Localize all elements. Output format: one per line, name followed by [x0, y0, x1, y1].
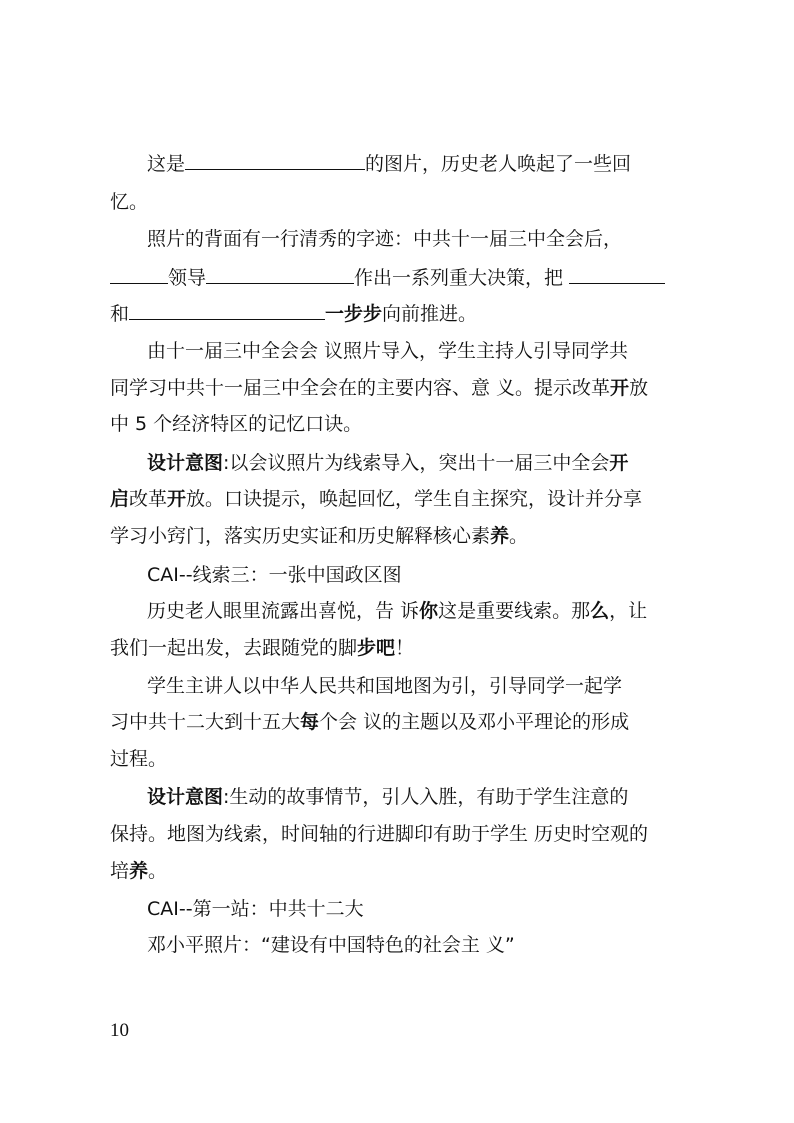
text: 的图片，历史老人唤起了一些回	[365, 153, 632, 175]
line-4	[110, 265, 665, 290]
text: 个会 议的主题以及邓小平理论的形成	[319, 711, 630, 733]
text: 中 5 个经济特区的记忆口诀。	[110, 413, 363, 435]
line-22	[147, 933, 515, 957]
text-bold: 么	[590, 600, 610, 622]
text: :以会议照片为线索导入，突出十一届三中全会	[223, 452, 610, 474]
line-11	[110, 524, 528, 548]
text: 学生主讲人以中华人民共和国地图为引，引导同学一起学	[147, 675, 623, 697]
text-bold: 开	[610, 377, 630, 399]
text-bold: 开	[609, 452, 629, 474]
text: 习中共十二大到十五大	[110, 711, 301, 733]
line-6	[147, 339, 628, 363]
text: ！	[395, 637, 415, 659]
page-number: 10	[110, 1020, 129, 1041]
line-9	[147, 451, 628, 475]
text-bold: 开	[167, 488, 187, 510]
text-bold: 启	[110, 488, 130, 510]
blank-2	[110, 265, 168, 284]
text: 领导	[168, 267, 207, 289]
line-14	[110, 636, 414, 660]
text: 这是	[147, 153, 186, 175]
text: 我们一起出发，去跟随党的脚	[110, 637, 358, 659]
text: 放	[629, 377, 649, 399]
text-bold: 养	[129, 860, 149, 882]
text: 学习小窍门，落实历史实证和历史解释核心素	[110, 525, 491, 547]
blank-1	[185, 151, 365, 170]
text: 这是重要线索。那	[438, 600, 591, 622]
text: 照片的背面有一行清秀的字迹：中共十一届三中全会后，	[147, 228, 623, 250]
line-7	[110, 376, 648, 400]
text: 作出一系列重大决策，把	[354, 267, 564, 289]
text: 改革	[129, 488, 168, 510]
text-bold: 每	[300, 711, 320, 733]
text: 忆。	[110, 191, 149, 213]
line-20	[110, 859, 167, 883]
line-8	[110, 412, 362, 436]
line-15	[147, 674, 622, 698]
design-intent-label: 设计意图	[147, 786, 224, 808]
text-bold: 养	[490, 525, 510, 547]
text-bold: 你	[419, 600, 439, 622]
text: 放。口诀提示，唤起回忆，学生自主探究，设计并分享	[186, 488, 643, 510]
text: 。	[509, 525, 529, 547]
line-12	[147, 563, 402, 587]
text-bold: 步吧	[357, 637, 396, 659]
text: CAI--第一站：中共十二大	[147, 898, 364, 920]
text: :生动的故事情节，引人入胜，有助于学生注意的	[223, 786, 629, 808]
text: 历史老人眼里流露出喜悦，告 诉	[147, 600, 420, 622]
line-16	[110, 710, 629, 734]
line-5	[110, 301, 477, 326]
text: 和	[110, 303, 130, 325]
line-1	[147, 151, 631, 176]
line-21	[147, 897, 364, 921]
text-bold: 一步步	[325, 303, 383, 325]
text: 培	[110, 860, 130, 882]
text: 由十一届三中全会会 议照片导入，学生主持人引导同学共	[147, 340, 629, 362]
blank-5	[129, 301, 325, 320]
line-18	[147, 785, 628, 809]
line-2	[110, 190, 148, 214]
line-17	[110, 747, 167, 771]
text: 保持。地图为线索，时间轴的行进脚印有助于学生 历史时空观的	[110, 823, 649, 845]
text: 。	[148, 860, 168, 882]
text: 过程。	[110, 748, 168, 770]
line-10	[110, 487, 642, 511]
blank-4	[569, 265, 665, 284]
text: 向前推进。	[382, 303, 478, 325]
line-3	[147, 227, 622, 251]
text: ，让	[609, 600, 648, 622]
line-19	[110, 822, 648, 846]
line-13	[147, 599, 647, 623]
blank-3	[206, 265, 354, 284]
design-intent-label: 设计意图	[147, 452, 224, 474]
text: 邓小平照片：“建设有中国特色的社会主 义”	[147, 934, 515, 956]
text: 同学习中共十一届三中全会在的主要内容、意 义。提示改革	[110, 377, 611, 399]
text: CAI--线索三：一张中国政区图	[147, 564, 402, 586]
